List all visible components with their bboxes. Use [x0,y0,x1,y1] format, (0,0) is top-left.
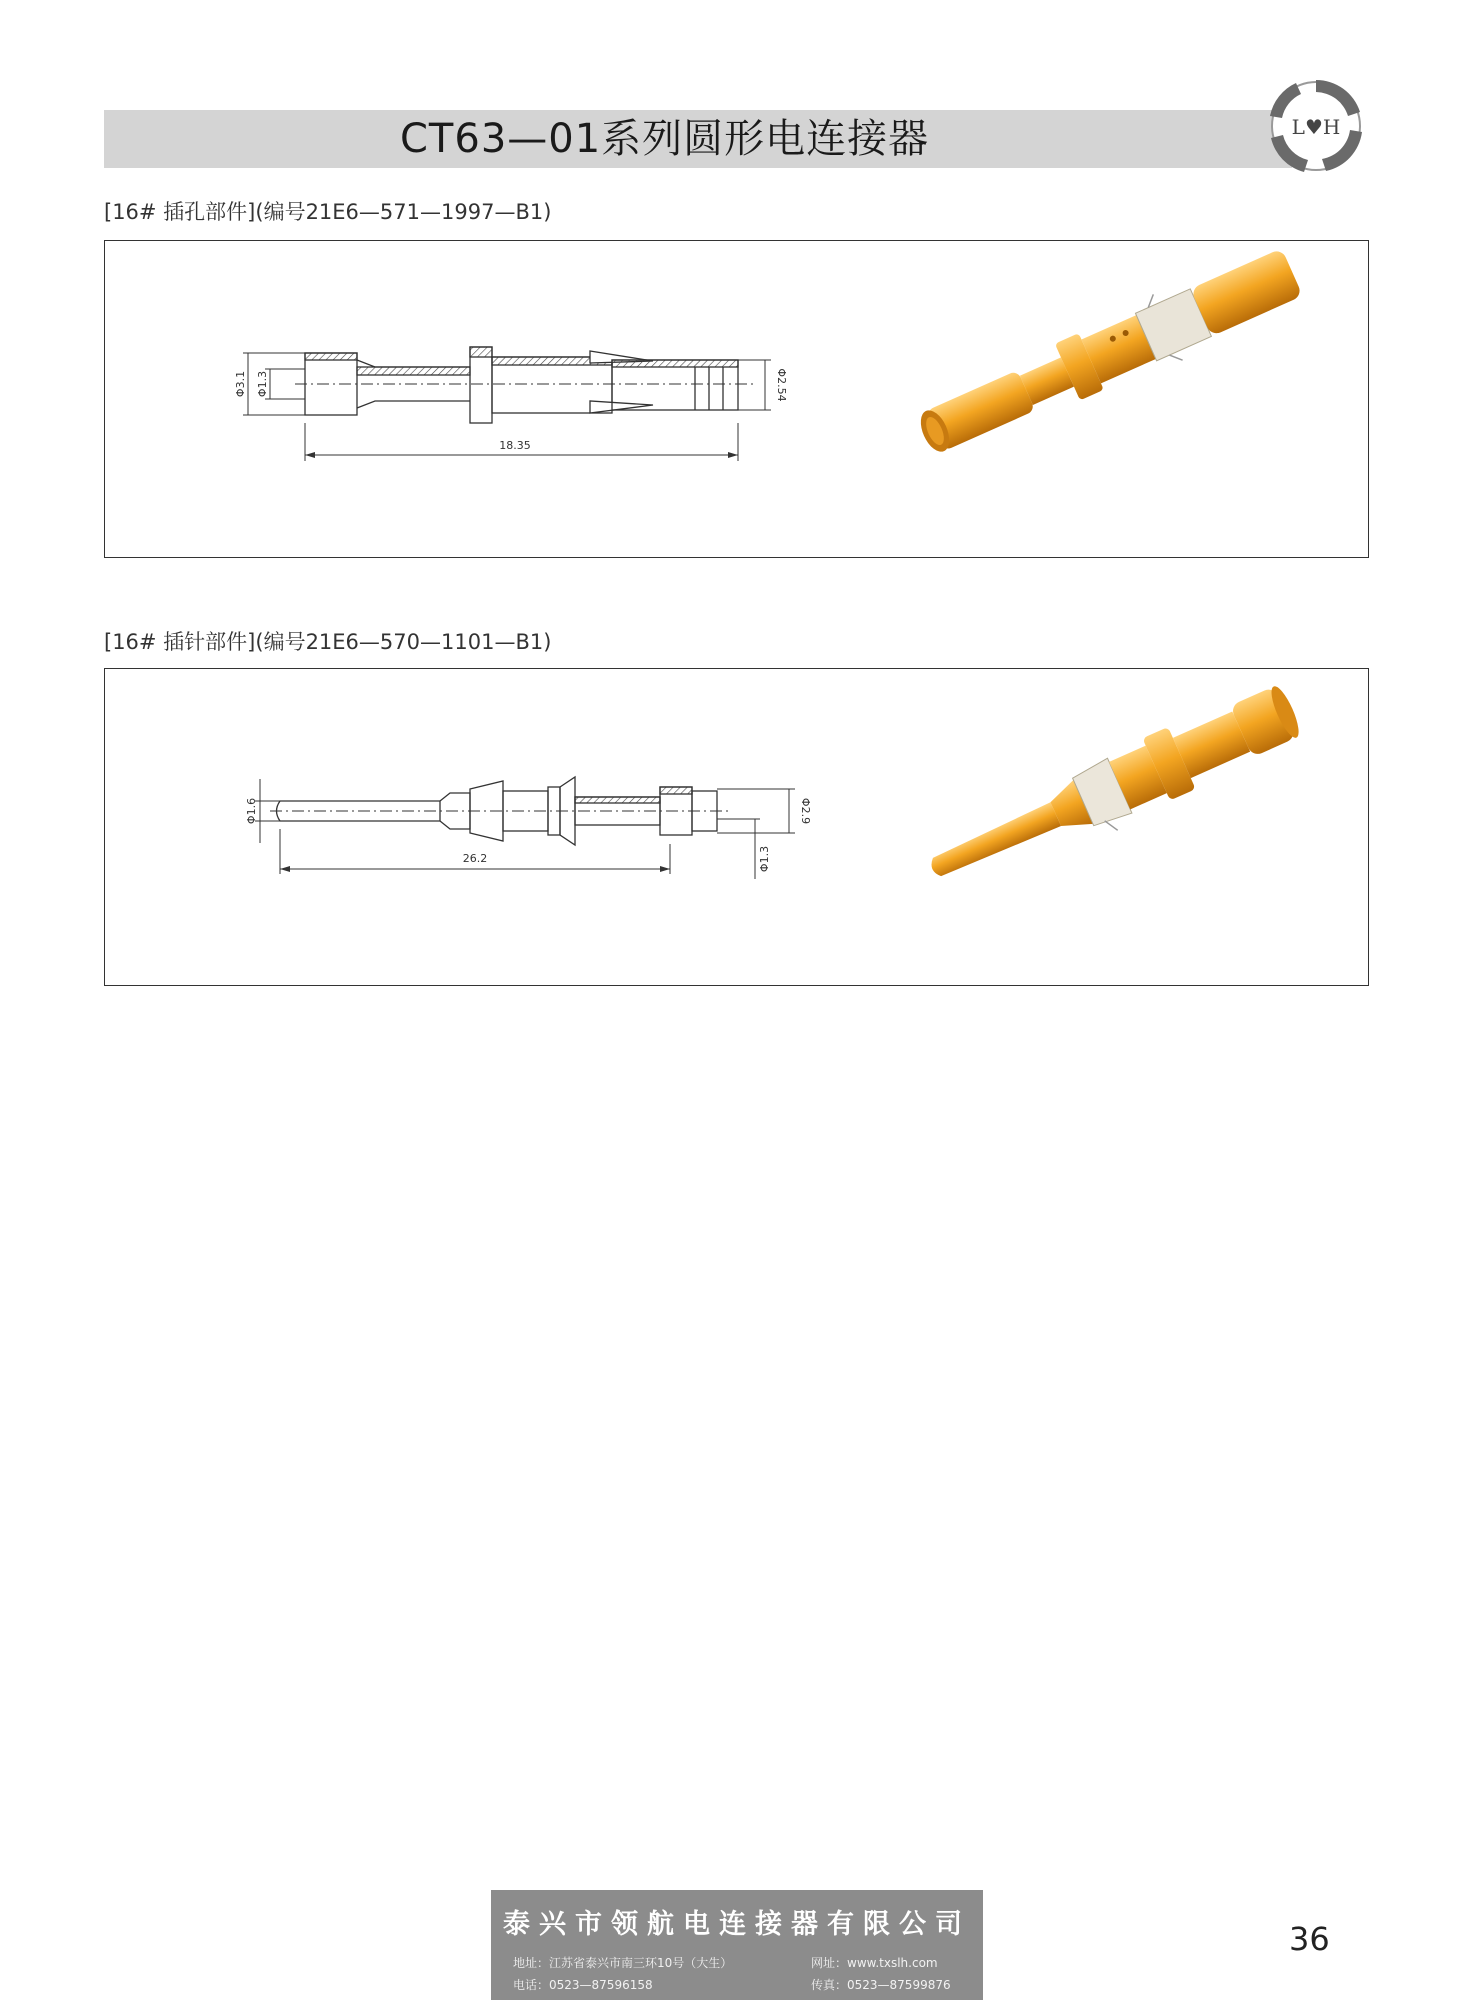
socket-drawings [105,241,1370,559]
pin-drawings [105,669,1370,987]
pin-3d-render [919,678,1309,906]
dim-length: 26.2 [462,852,488,865]
logo-text: L♥H [1291,115,1341,139]
footer [491,1890,983,2000]
footer-fax: 传真：0523—87599876 [811,1978,951,1992]
socket-drawing-panel [104,240,1369,558]
dim-d-small: Φ1.3 [758,845,771,873]
footer-address: 地址：江苏省泰兴市南三环10号（大生） [513,1956,733,1970]
dim-length: 18.35 [499,439,531,452]
socket-3d-render [909,241,1306,469]
company-logo [1262,72,1370,180]
section-caption-pin: [16# 插针部件](编号21E6—570—1101—B1) [104,630,552,654]
footer-website[interactable]: 网址：www.txslh.com [811,1956,938,1970]
pin-technical-drawing [255,777,795,879]
section-caption-socket: [16# 插孔部件](编号21E6—571—1997—B1) [104,200,552,224]
footer-company-name: 泰兴市领航电连接器有限公司 [503,1909,971,1940]
page-title: CT63—01系列圆形电连接器 [400,116,930,162]
page-number: 36 [1289,1920,1330,1958]
dim-d-outer: Φ3.1 [234,370,247,398]
footer-phone: 电话：0523—87596158 [513,1978,653,1992]
dim-d-inner: Φ1.3 [256,370,269,398]
dim-d-right: Φ2.9 [799,797,812,825]
dim-d-pin: Φ1.6 [245,797,258,825]
dim-d-right: Φ2.54 [775,368,788,402]
pin-drawing-panel [104,668,1369,986]
